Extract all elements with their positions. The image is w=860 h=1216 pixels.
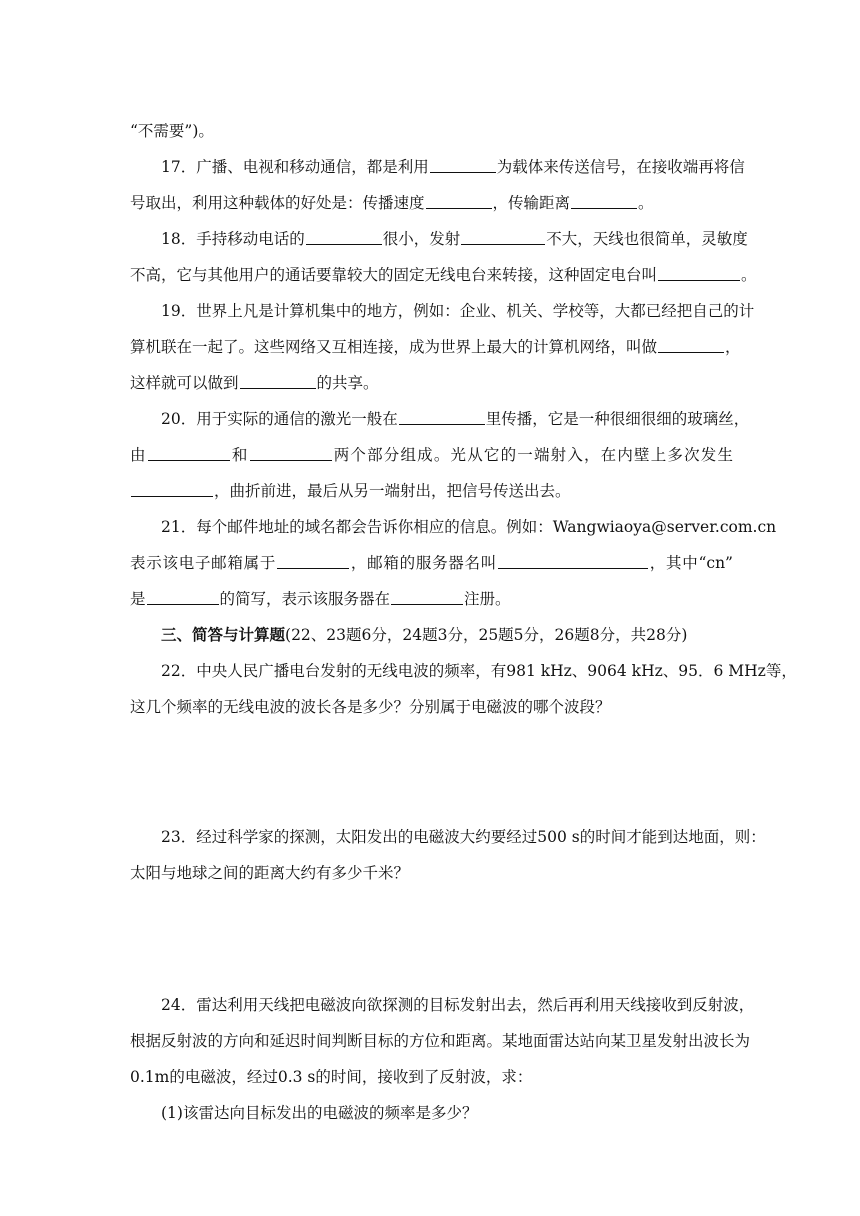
question-text: 20．用于实际的通信的激光一般在 xyxy=(161,410,398,428)
question-24-line-3 xyxy=(130,1059,733,1095)
question-21-line-3 xyxy=(130,581,733,617)
answer-blank[interactable] xyxy=(306,226,382,245)
question-text: 。 xyxy=(638,194,654,212)
answer-blank[interactable] xyxy=(250,442,332,461)
question-18-line-1 xyxy=(130,221,748,257)
question-22-line-2 xyxy=(130,689,733,725)
question-24 xyxy=(130,987,755,1131)
question-text: 算机联在一起了。这些网络又互相连接，成为世界上最大的计算机网络，叫做 xyxy=(130,338,658,356)
question-text: 太阳与地球之间的距离大约有多少千米？ xyxy=(130,864,410,882)
section-title: 三、简答与计算题 xyxy=(161,625,286,644)
question-text: 的共享。 xyxy=(316,374,379,392)
question-text: 23．经过科学家的探测，太阳发出的电磁波大约要经过500 s的时间才能到达地面，则： xyxy=(161,828,766,846)
question-18-line-2 xyxy=(130,257,757,293)
question-text: 号取出，利用这种载体的好处是：传播速度 xyxy=(130,194,425,212)
question-text: 不高，它与其他用户的通话要靠较大的固定无线电台来转接，这种固定电台叫 xyxy=(130,266,658,284)
question-text: 两个部分组成。光从它的一端射入，在内壁上多次发生 xyxy=(332,446,733,464)
answer-blank[interactable] xyxy=(399,406,485,425)
question-24-sub-1 xyxy=(130,1095,733,1131)
question-text: 这几个频率的无线电波的波长各是多少？分别属于电磁波的哪个波段？ xyxy=(130,698,611,716)
question-20-line-1 xyxy=(130,401,750,437)
answer-blank[interactable] xyxy=(131,478,213,497)
answer-blank[interactable] xyxy=(147,586,219,605)
question-text: ，邮箱的服务器名叫 xyxy=(350,554,498,572)
question-text: 由 xyxy=(130,446,147,464)
question-text: 19．世界上凡是计算机集中的地方，例如：企业、机关、学校等，大都已经把自己的计 xyxy=(161,302,755,320)
question-text: 22．中央人民广播电台发射的无线电波的频率，有981 kHz、9064 kHz、95．6 MHz等， xyxy=(161,662,797,680)
question-text: 的简写，表示该服务器在 xyxy=(219,590,391,608)
question-text: 21．每个邮件地址的域名都会告诉你相应的信息。例如：Wangwiaoya@server.com.cn xyxy=(161,518,777,536)
question-19-line-1 xyxy=(130,293,755,329)
question-19-line-2 xyxy=(130,329,741,365)
question-21 xyxy=(130,509,777,617)
answer-blank[interactable] xyxy=(148,442,230,461)
question-text: 和 xyxy=(230,446,249,464)
question-16-tail xyxy=(130,113,733,149)
question-18 xyxy=(130,221,757,293)
answer-blank[interactable] xyxy=(461,226,545,245)
question-text: 0.1m的电磁波，经过0.3 s的时间，接收到了反射波，求： xyxy=(130,1068,533,1086)
question-19-line-3 xyxy=(130,365,733,401)
question-text: 为载体来传送信号，在接收端再将信 xyxy=(496,158,745,176)
question-17-line-2 xyxy=(130,185,733,221)
question-text: 24．雷达利用天线把电磁波向欲探测的目标发射出去，然后再利用天线接收到反射波， xyxy=(161,996,755,1014)
question-23-line-1 xyxy=(130,819,766,855)
answer-blank[interactable] xyxy=(571,190,637,209)
question-text: 根据反射波的方向和延迟时间判断目标的方位和距离。某地面雷达站向某卫星发射出波长为 xyxy=(130,1032,751,1050)
question-text: 表示该电子邮箱属于 xyxy=(130,554,277,572)
question-text: ，其中“cn” xyxy=(649,554,733,572)
section-score-note: (22、23题6分，24题3分，25题5分，26题8分，共28分) xyxy=(285,626,688,644)
answer-blank[interactable] xyxy=(658,334,724,353)
answer-blank[interactable] xyxy=(240,370,316,389)
question-text: 18．手持移动电话的 xyxy=(161,230,305,248)
question-text: 。 xyxy=(741,266,757,284)
question-text: 17．广播、电视和移动通信，都是利用 xyxy=(161,158,429,176)
answer-blank[interactable] xyxy=(658,262,740,281)
question-23 xyxy=(130,819,766,891)
question-23-line-2 xyxy=(130,855,733,891)
answer-blank[interactable] xyxy=(391,586,463,605)
answer-space[interactable] xyxy=(130,891,733,987)
question-text: 不大，天线也很简单，灵敏度 xyxy=(546,230,748,248)
question-17 xyxy=(130,149,745,221)
question-22 xyxy=(130,653,797,725)
question-16-text: “不需要”)。 xyxy=(130,122,214,140)
question-24-line-1 xyxy=(130,987,755,1023)
question-text: 注册。 xyxy=(464,590,511,608)
question-22-line-1 xyxy=(130,653,797,689)
section-3-heading xyxy=(130,617,733,653)
sub-question-text: (1)该雷达向目标发出的电磁波的频率是多少？ xyxy=(161,1104,478,1122)
question-20-line-2 xyxy=(130,437,733,473)
question-text: 是 xyxy=(130,590,146,608)
question-19 xyxy=(130,293,755,401)
question-20-line-3 xyxy=(130,473,733,509)
question-text: ， xyxy=(725,338,741,356)
question-text: ，传输距离 xyxy=(492,194,571,212)
answer-blank[interactable] xyxy=(498,550,648,569)
answer-blank[interactable] xyxy=(277,550,349,569)
answer-space[interactable] xyxy=(130,725,733,819)
question-21-line-2 xyxy=(130,545,733,581)
question-21-line-1 xyxy=(130,509,777,545)
question-24-line-2 xyxy=(130,1023,751,1059)
question-text: 这样就可以做到 xyxy=(130,374,239,392)
question-17-line-1 xyxy=(130,149,745,185)
answer-blank[interactable] xyxy=(426,190,492,209)
question-text: ，曲折前进，最后从另一端射出，把信号传送出去。 xyxy=(214,482,571,500)
question-text: 里传播，它是一种很细很细的玻璃丝， xyxy=(485,410,750,428)
question-20 xyxy=(130,401,750,509)
question-text: 很小，发射 xyxy=(382,230,461,248)
answer-blank[interactable] xyxy=(430,154,496,173)
